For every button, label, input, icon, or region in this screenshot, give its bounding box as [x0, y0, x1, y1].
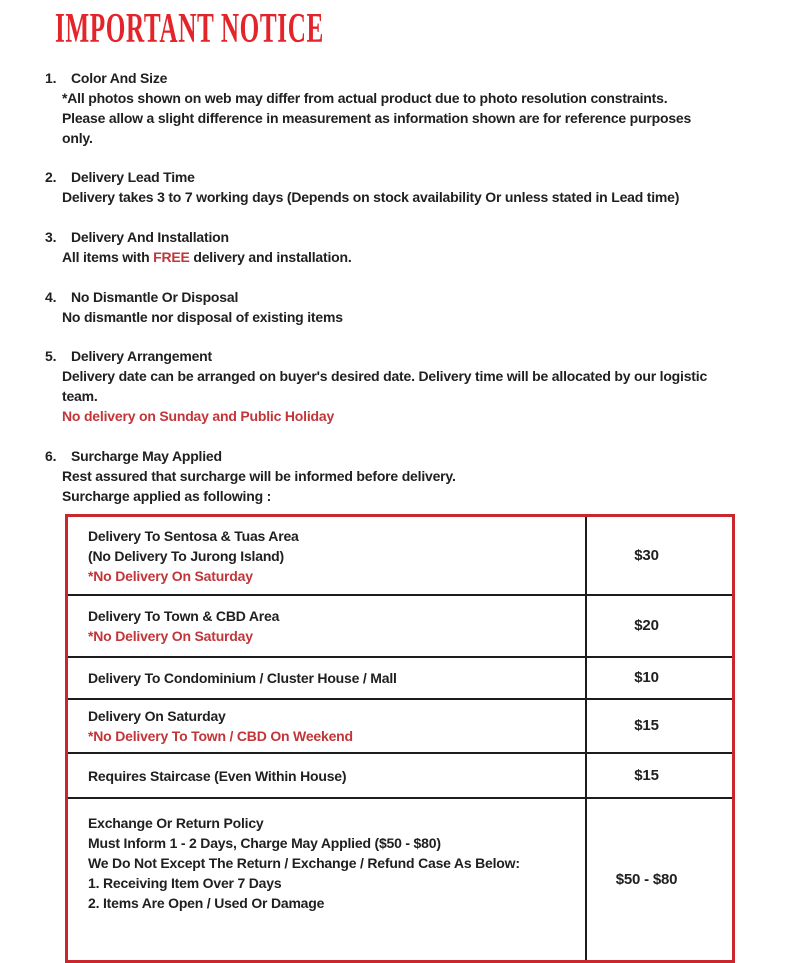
section-heading-text: Surcharge May Applied	[71, 448, 222, 464]
table-row-saturday-delivery	[68, 700, 732, 754]
delivery-condition-cell	[68, 517, 587, 594]
section-body	[62, 307, 343, 327]
section-heading-text: Delivery And Installation	[71, 229, 229, 245]
condition-line: 2. Items Are Open / Used Or Damage	[88, 895, 325, 911]
price-cell: $10	[634, 669, 659, 686]
condition-line: Requires Staircase (Even Within House)	[88, 767, 347, 784]
body-line: Please allow a slight difference in measurement as information shown are for reference purposes	[62, 110, 692, 126]
section-number: 2.	[45, 169, 57, 185]
section-delivery-arrangement	[45, 346, 707, 426]
section-surcharge-may-applied	[45, 446, 456, 506]
no-sunday-delivery-note: No delivery on Sunday and Public Holiday	[62, 408, 335, 424]
section-body	[62, 88, 691, 148]
price-cell: $20	[634, 617, 659, 634]
delivery-condition-cell	[68, 754, 587, 797]
section-number: 6.	[45, 448, 57, 464]
body-line: only.	[62, 130, 93, 146]
section-no-dismantle-or-disposal	[45, 287, 343, 327]
condition-line: Delivery On Saturday	[88, 708, 226, 724]
condition-line: Must Inform 1 - 2 Days, Charge May Applied ($50 - $80)	[88, 835, 441, 851]
section-body	[62, 466, 456, 506]
section-heading	[45, 167, 679, 187]
free-highlight: FREE	[153, 249, 190, 265]
section-number: 1.	[45, 70, 57, 86]
condition-line: (No Delivery To Jurong Island)	[88, 547, 284, 564]
condition-note: *No Delivery On Saturday	[88, 628, 253, 644]
section-heading	[45, 227, 352, 247]
section-body	[62, 366, 707, 426]
price-cell: $15	[634, 717, 659, 734]
condition-line: Delivery To Sentosa & Tuas Area	[88, 527, 299, 544]
body-line: Rest assured that surcharge will be informed before delivery.	[62, 468, 456, 484]
section-heading	[45, 446, 456, 466]
body-line: No dismantle nor disposal of existing items	[62, 309, 343, 325]
condition-line: Exchange Or Return Policy	[88, 815, 264, 831]
page-title: IMPORTANT NOTICE	[55, 6, 324, 52]
free-line-pre: All items with	[62, 249, 154, 265]
body-line: Delivery date can be arranged on buyer's desired date. Delivery time will be allocated by our logistic	[62, 368, 708, 384]
section-heading-text: Color And Size	[71, 70, 168, 86]
price-cell: $50 - $80	[615, 870, 678, 888]
condition-note: *No Delivery On Saturday	[88, 567, 253, 584]
surcharge-table	[65, 514, 735, 963]
table-row-exchange-return-policy	[68, 799, 732, 960]
section-heading	[45, 346, 707, 366]
body-line: *All photos shown on web may differ from actual product due to photo resolution constraints.	[62, 90, 668, 106]
table-row-sentosa-tuas	[68, 517, 732, 596]
condition-line: Delivery To Town & CBD Area	[88, 608, 280, 624]
section-heading	[45, 68, 691, 88]
body-line: team.	[62, 388, 98, 404]
section-body	[62, 187, 679, 207]
section-heading	[45, 287, 343, 307]
condition-line: 1. Receiving Item Over 7 Days	[88, 875, 282, 891]
section-heading-text: No Dismantle Or Disposal	[71, 289, 239, 305]
table-row-staircase	[68, 754, 732, 799]
body-line: Delivery takes 3 to 7 working days (Depends on stock availability Or unless stated in Lead time)	[62, 189, 680, 205]
body-line: Surcharge applied as following :	[62, 488, 272, 504]
body-line	[62, 247, 352, 267]
condition-line: Delivery To Condominium / Cluster House / Mall	[88, 670, 397, 686]
free-line-post: delivery and installation.	[189, 249, 352, 265]
section-number: 5.	[45, 348, 57, 364]
section-number: 4.	[45, 289, 57, 305]
section-delivery-and-installation	[45, 227, 352, 267]
delivery-condition-cell	[68, 799, 587, 960]
price-cell: $15	[634, 766, 659, 784]
section-body	[62, 247, 352, 267]
condition-line: We Do Not Except The Return / Exchange / Refund Case As Below:	[88, 855, 520, 871]
delivery-condition-cell	[68, 658, 587, 698]
section-number: 3.	[45, 229, 57, 245]
section-heading-text: Delivery Arrangement	[71, 348, 212, 364]
section-color-and-size	[45, 68, 691, 148]
condition-note: *No Delivery To Town / CBD On Weekend	[88, 728, 353, 744]
delivery-condition-cell	[68, 700, 587, 752]
table-row-town-cbd	[68, 596, 732, 658]
price-cell: $30	[634, 546, 659, 564]
section-delivery-lead-time	[45, 167, 679, 207]
table-row-condominium	[68, 658, 732, 700]
delivery-condition-cell	[68, 596, 587, 656]
section-heading-text: Delivery Lead Time	[71, 169, 195, 185]
